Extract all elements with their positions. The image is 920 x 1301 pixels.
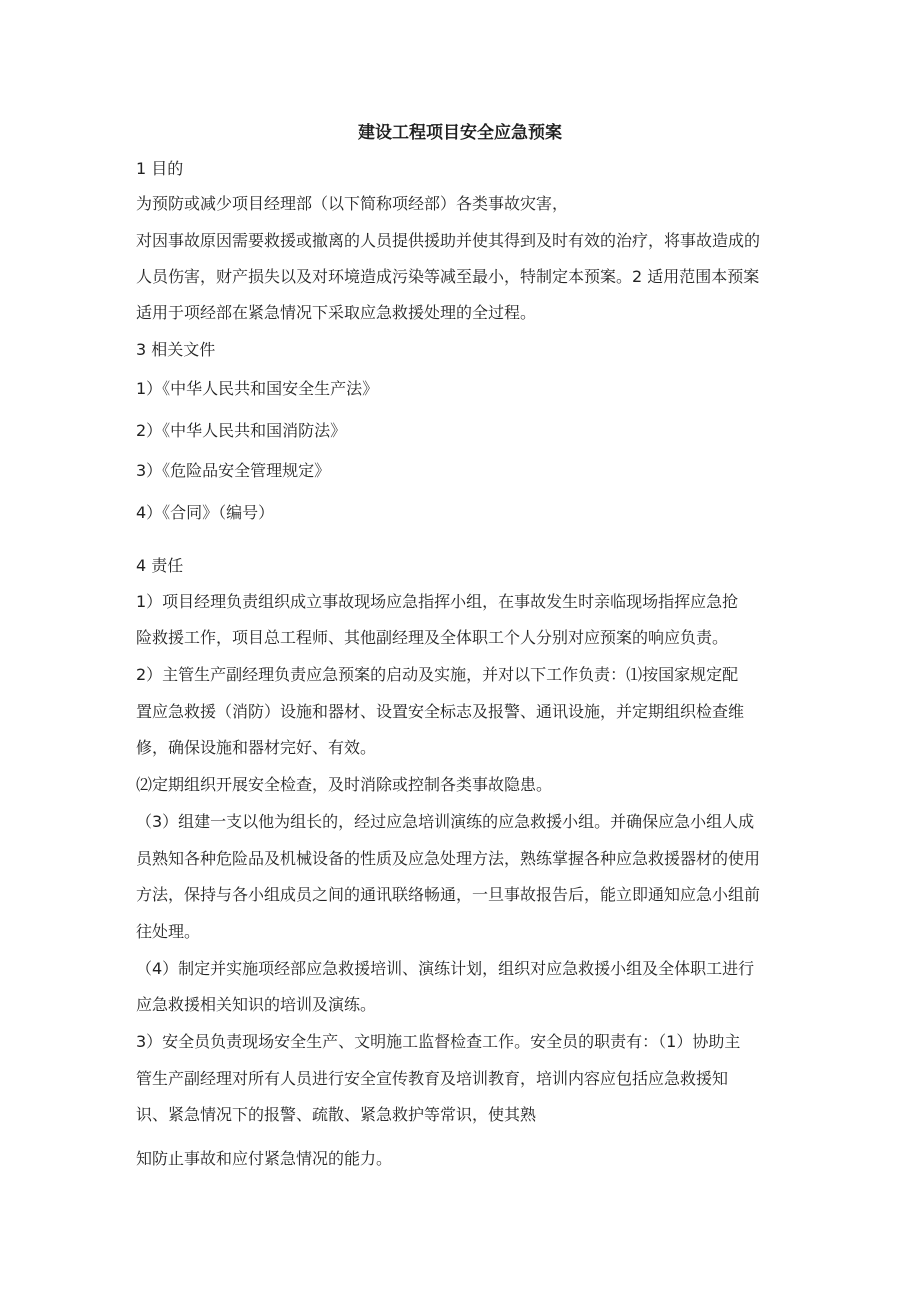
document-title: 建设工程项目安全应急预案 [358,123,562,143]
paragraph-line: 险救援工作，项目总工程师、其他副经理及全体职工个人分别对应预案的响应负责。 [136,628,729,647]
paragraph-line: 往处理。 [136,922,201,941]
section-heading-purpose: 1 目的 [136,159,184,178]
list-item: 2）《中华人民共和国消防法》 [136,421,347,440]
paragraph-line: 方法，保持与各小组成员之间的通讯联络畅通，一旦事故报告后，能立即通知应急小组前 [136,885,761,904]
paragraph-line: 置应急救援（消防）设施和器材、设置安全标志及报警、通讯设施，并定期组织检查维 [136,702,745,721]
paragraph-line: 为预防或减少项目经理部（以下简称项经部）各类事故灾害， [136,194,569,213]
paragraph-line: 应急救援相关知识的培训及演练。 [136,995,377,1014]
paragraph-line: 修，确保设施和器材完好、有效。 [136,738,377,757]
paragraph-line: 识、紧急情况下的报警、疏散、紧急救护等常识，使其熟 [136,1105,537,1124]
list-item: 1）《中华人民共和国安全生产法》 [136,379,379,398]
paragraph-line: （3）组建一支以他为组长的，经过应急培训演练的应急救援小组。并确保应急小组人成 [136,812,755,831]
paragraph-line: 管生产副经理对所有人员进行安全宣传教育及培训教育，培训内容应包括应急救援知 [136,1069,729,1088]
paragraph-line: 3）安全员负责现场安全生产、文明施工监督检查工作。安全员的职责有：（1）协助主 [136,1032,741,1051]
paragraph-line: 员熟知各种危险品及机械设备的性质及应急处理方法，熟练掌握各种应急救援器材的使用 [136,849,761,868]
paragraph-line: 知防止事故和应付紧急情况的能力。 [136,1149,393,1168]
section-heading-related-docs: 3 相关文件 [136,340,216,359]
paragraph-line: 人员伤害，财产损失以及对环境造成污染等减至最小，特制定本预案。2 适用范围本预案 [136,267,760,286]
paragraph-line: 对因事故原因需要救援或撤离的人员提供援助并使其得到及时有效的治疗，将事故造成的 [136,231,761,250]
paragraph-line: 适用于项经部在紧急情况下采取应急救援处理的全过程。 [136,303,537,322]
list-item: 3）《危险品安全管理规定》 [136,461,331,480]
paragraph-line: （4）制定并实施项经部应急救援培训、演练计划，组织对应急救援小组及全体职工进行 [136,959,755,978]
list-item: 4）《合同》（编号） [136,503,275,522]
paragraph-line: 2）主管生产副经理负责应急预案的启动及实施，并对以下工作负责：⑴按国家规定配 [136,665,739,684]
paragraph-line: 1）项目经理负责组织成立事故现场应急指挥小组，在事故发生时亲临现场指挥应急抢 [136,592,739,611]
paragraph-line: ⑵定期组织开展安全检查，及时消除或控制各类事故隐患。 [136,775,553,794]
section-heading-responsibility: 4 责任 [136,556,184,575]
